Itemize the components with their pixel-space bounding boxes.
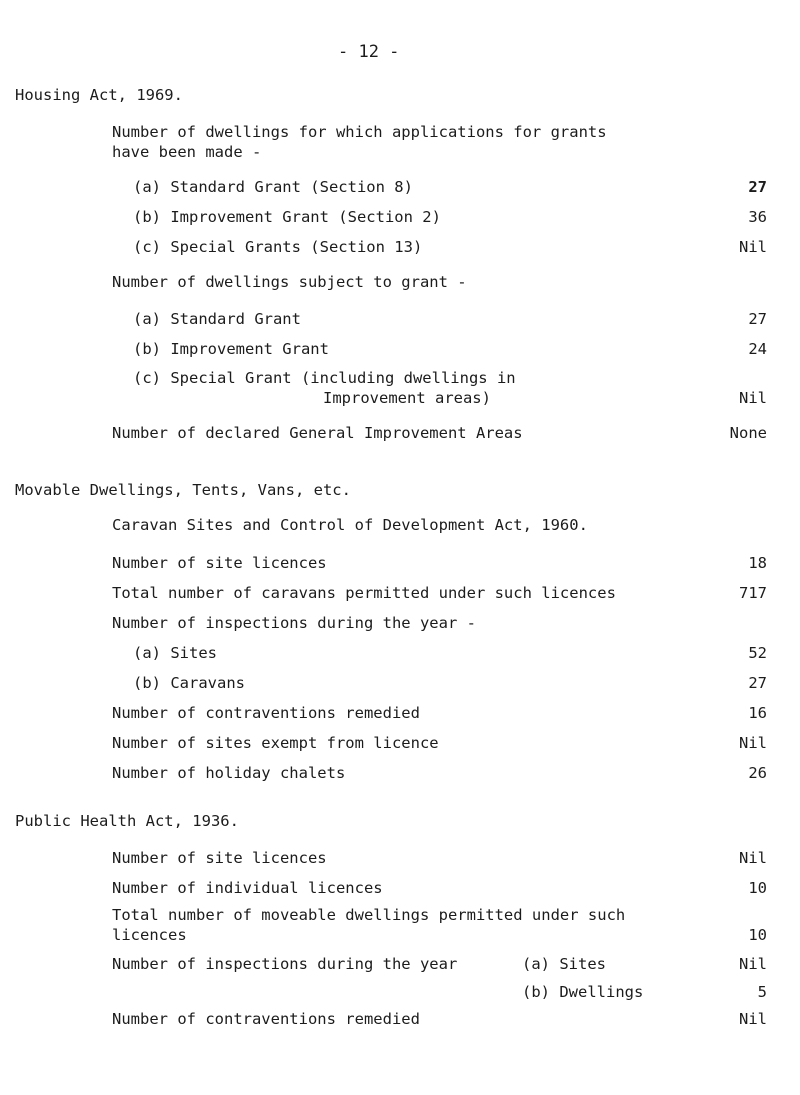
ph-contraventions-value: Nil [739,1010,767,1028]
ph-inspections-dwellings-value: 5 [757,983,767,1001]
ph-inspections-label: Number of inspections during the year [112,955,458,973]
movable-dwellings-heading: Movable Dwellings, Tents, Vans, etc. [15,481,351,499]
movable-row-chalets-value: 26 [748,764,767,782]
ph-contraventions-label: Number of contraventions remedied [112,1010,420,1028]
ph-individual-licences-label: Number of individual licences [112,879,383,897]
movable-row-caravans-label: (b) Caravans [133,674,245,692]
movable-row-site-licences-value: 18 [748,554,767,572]
ph-moveable-dwellings-label-line1: Total number of moveable dwellings permitted under such [112,906,626,924]
movable-row-sites-label: (a) Sites [133,644,217,662]
application-row-c-value: Nil [739,238,767,256]
application-row-c-label: (c) Special Grants (Section 13) [133,238,423,256]
ph-inspections-sites-value: Nil [739,955,767,973]
ph-moveable-dwellings-value: 10 [748,926,767,944]
subject-row-a-value: 27 [748,310,767,328]
ph-moveable-dwellings-label-line2: licences [112,926,187,944]
subject-row-c-label-line2: Improvement areas) [323,389,491,407]
ph-site-licences-value: Nil [739,849,767,867]
public-health-heading: Public Health Act, 1936. [15,812,239,830]
subject-heading: Number of dwellings subject to grant - [112,273,467,291]
movable-row-sites-value: 52 [748,644,767,662]
application-row-b-value: 36 [748,208,767,226]
movable-row-caravans-value: 27 [748,674,767,692]
movable-row-total-caravans-value: 717 [739,584,767,602]
gia-label: Number of declared General Improvement Areas [112,424,523,442]
movable-row-contraventions-label: Number of contraventions remedied [112,704,420,722]
ph-inspections-dwellings-label: (b) Dwellings [522,983,644,1001]
movable-row-contraventions-value: 16 [748,704,767,722]
movable-row-exempt-label: Number of sites exempt from licence [112,734,439,752]
movable-row-total-caravans-label: Total number of caravans permitted under such licences [112,584,616,602]
caravan-sites-subheading: Caravan Sites and Control of Development Act, 1960. [112,516,588,534]
housing-act-heading: Housing Act, 1969. [15,86,183,104]
gia-value: None [729,424,767,442]
page-number: - 12 - [338,42,400,62]
applications-heading-line2: have been made - [112,143,262,161]
subject-row-a-label: (a) Standard Grant [133,310,301,328]
subject-row-b-label: (b) Improvement Grant [133,340,329,358]
movable-row-exempt-value: Nil [739,734,767,752]
movable-row-chalets-label: Number of holiday chalets [112,764,346,782]
application-row-a-label: (a) Standard Grant (Section 8) [133,178,413,196]
ph-inspections-sites-label: (a) Sites [522,955,606,973]
application-row-a-value: 27 [748,178,767,196]
ph-individual-licences-value: 10 [748,879,767,897]
movable-row-site-licences-label: Number of site licences [112,554,327,572]
subject-row-b-value: 24 [748,340,767,358]
subject-row-c-label-line1: (c) Special Grant (including dwellings in [133,369,516,387]
applications-heading-line1: Number of dwellings for which applications for grants [112,123,607,141]
application-row-b-label: (b) Improvement Grant (Section 2) [133,208,441,226]
ph-site-licences-label: Number of site licences [112,849,327,867]
subject-row-c-value: Nil [739,389,767,407]
movable-row-inspections-label: Number of inspections during the year - [112,614,476,632]
